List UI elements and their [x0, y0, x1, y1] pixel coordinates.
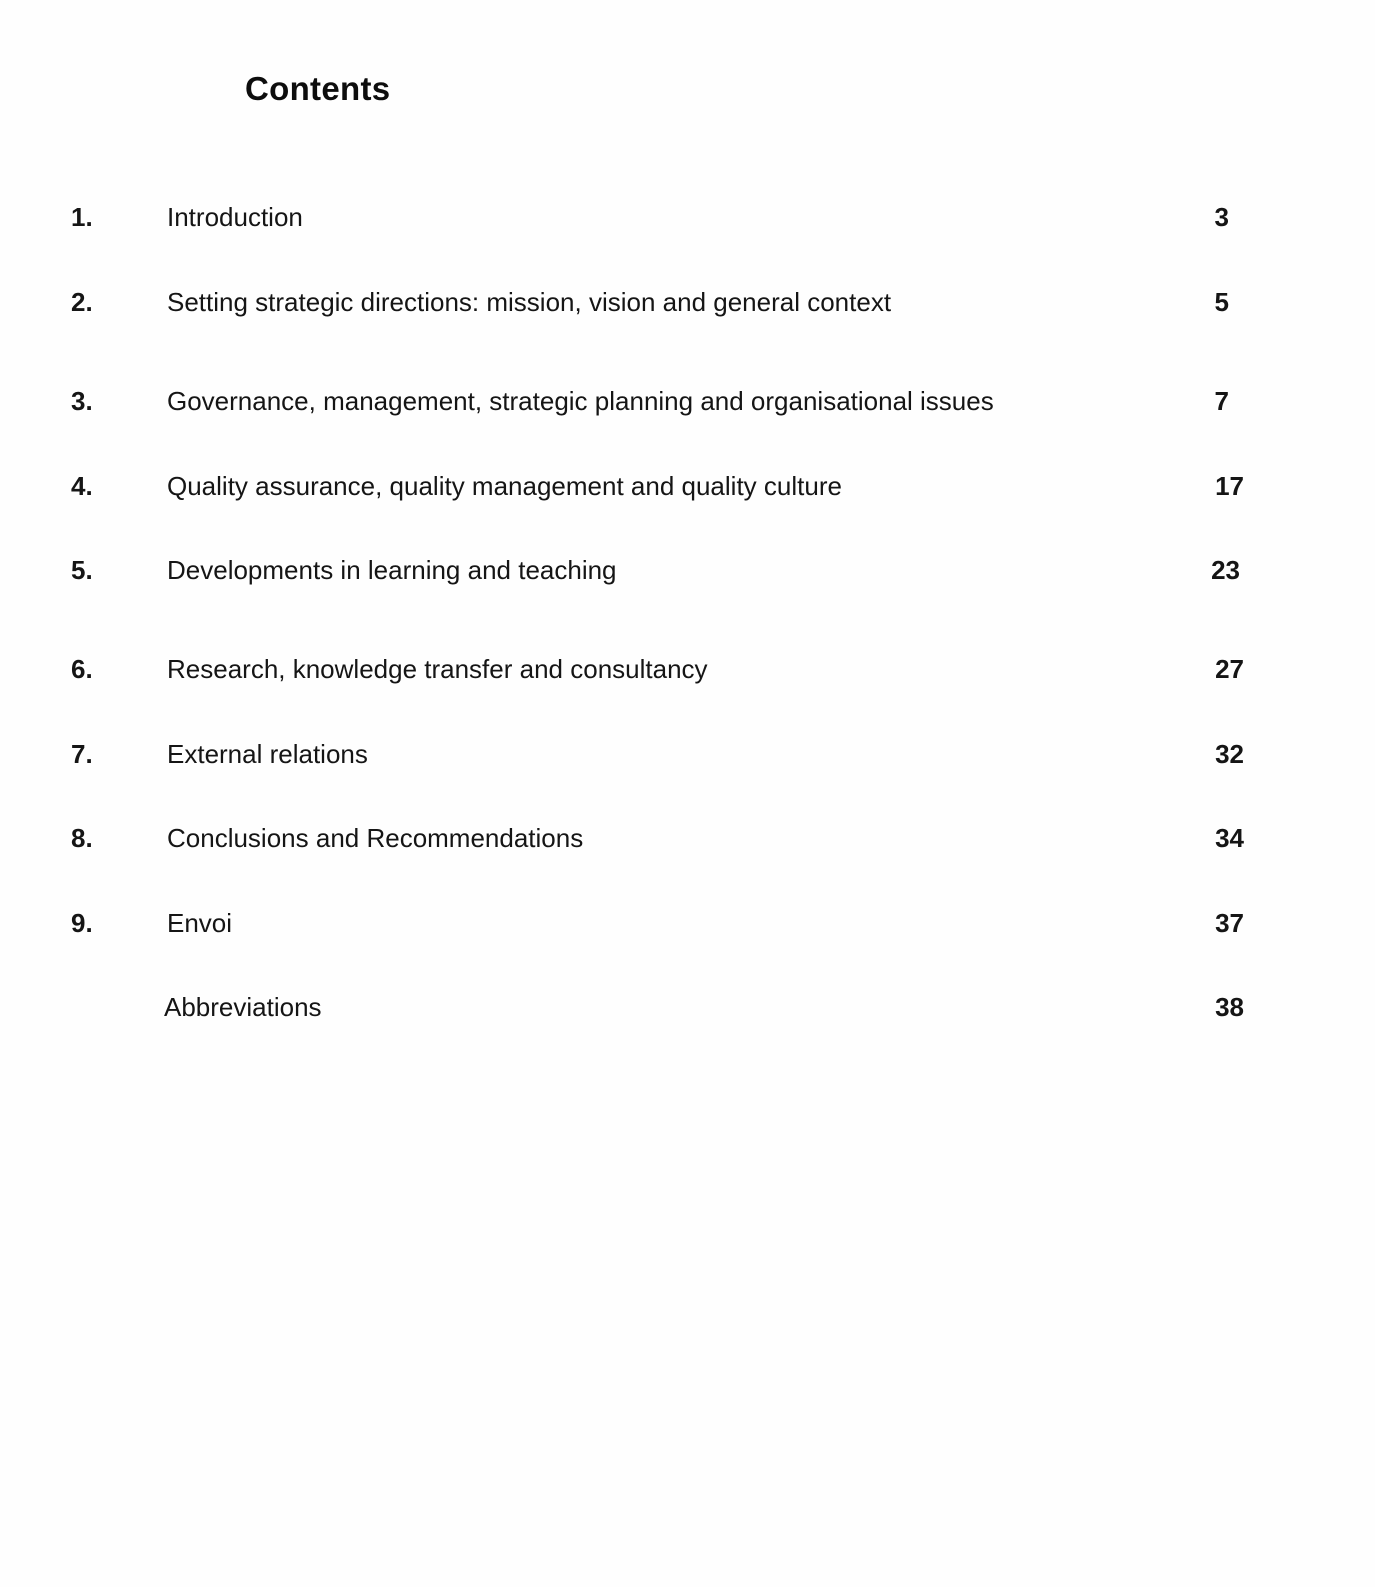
toc-entry-label: Abbreviations: [164, 992, 322, 1022]
toc-entry-page: 27: [1215, 654, 1244, 684]
toc-entry-number: 2.: [71, 287, 93, 317]
toc-entry-label: Governance, management, strategic planning and organisational issues: [167, 386, 994, 416]
toc-entry-page: 23: [1211, 555, 1240, 585]
toc-entry-number: 9.: [71, 908, 93, 938]
toc-entry-label: Introduction: [167, 202, 303, 232]
toc-entry-page: 38: [1215, 992, 1244, 1022]
toc-entry[interactable]: [0, 818, 1375, 858]
toc-entry-label: Quality assurance, quality management and quality culture: [167, 471, 842, 501]
toc-entry-label: External relations: [167, 739, 368, 769]
toc-entry[interactable]: [0, 197, 1375, 237]
toc-entry[interactable]: [0, 282, 1375, 322]
toc-entry-number: 5.: [71, 555, 93, 585]
toc-entry-number: 8.: [71, 823, 93, 853]
toc-entry[interactable]: [0, 987, 1375, 1027]
toc-entry-label: Conclusions and Recommendations: [167, 823, 584, 853]
toc-entry-page: 5: [1214, 287, 1229, 317]
toc-entry[interactable]: [0, 550, 1375, 590]
toc-entry-page: 32: [1215, 739, 1244, 769]
toc-entry[interactable]: [0, 381, 1375, 421]
page-title: Contents: [245, 70, 391, 107]
toc-entry-label: Envoi: [167, 908, 233, 938]
toc-entry-number: 6.: [71, 654, 93, 684]
toc-entry[interactable]: [0, 466, 1375, 506]
toc-entry-page: 7: [1214, 386, 1229, 416]
toc-entry-number: 4.: [71, 471, 93, 501]
toc-entry[interactable]: [0, 649, 1375, 689]
toc-entry-page: 17: [1215, 471, 1244, 501]
toc-entry-page: 34: [1215, 823, 1244, 853]
toc-entry-label: Setting strategic directions: mission, vision and general context: [167, 287, 892, 317]
toc-entry-label: Research, knowledge transfer and consultancy: [167, 654, 708, 684]
toc-entry-number: 1.: [71, 202, 93, 232]
toc-entry[interactable]: [0, 734, 1375, 774]
toc-entry[interactable]: [0, 903, 1375, 943]
toc-entry-number: 7.: [71, 739, 93, 769]
toc-entry-page: 37: [1215, 908, 1244, 938]
toc-entry-number: 3.: [71, 386, 93, 416]
toc-entry-label: Developments in learning and teaching: [167, 555, 617, 585]
toc-entry-page: 3: [1214, 202, 1229, 232]
